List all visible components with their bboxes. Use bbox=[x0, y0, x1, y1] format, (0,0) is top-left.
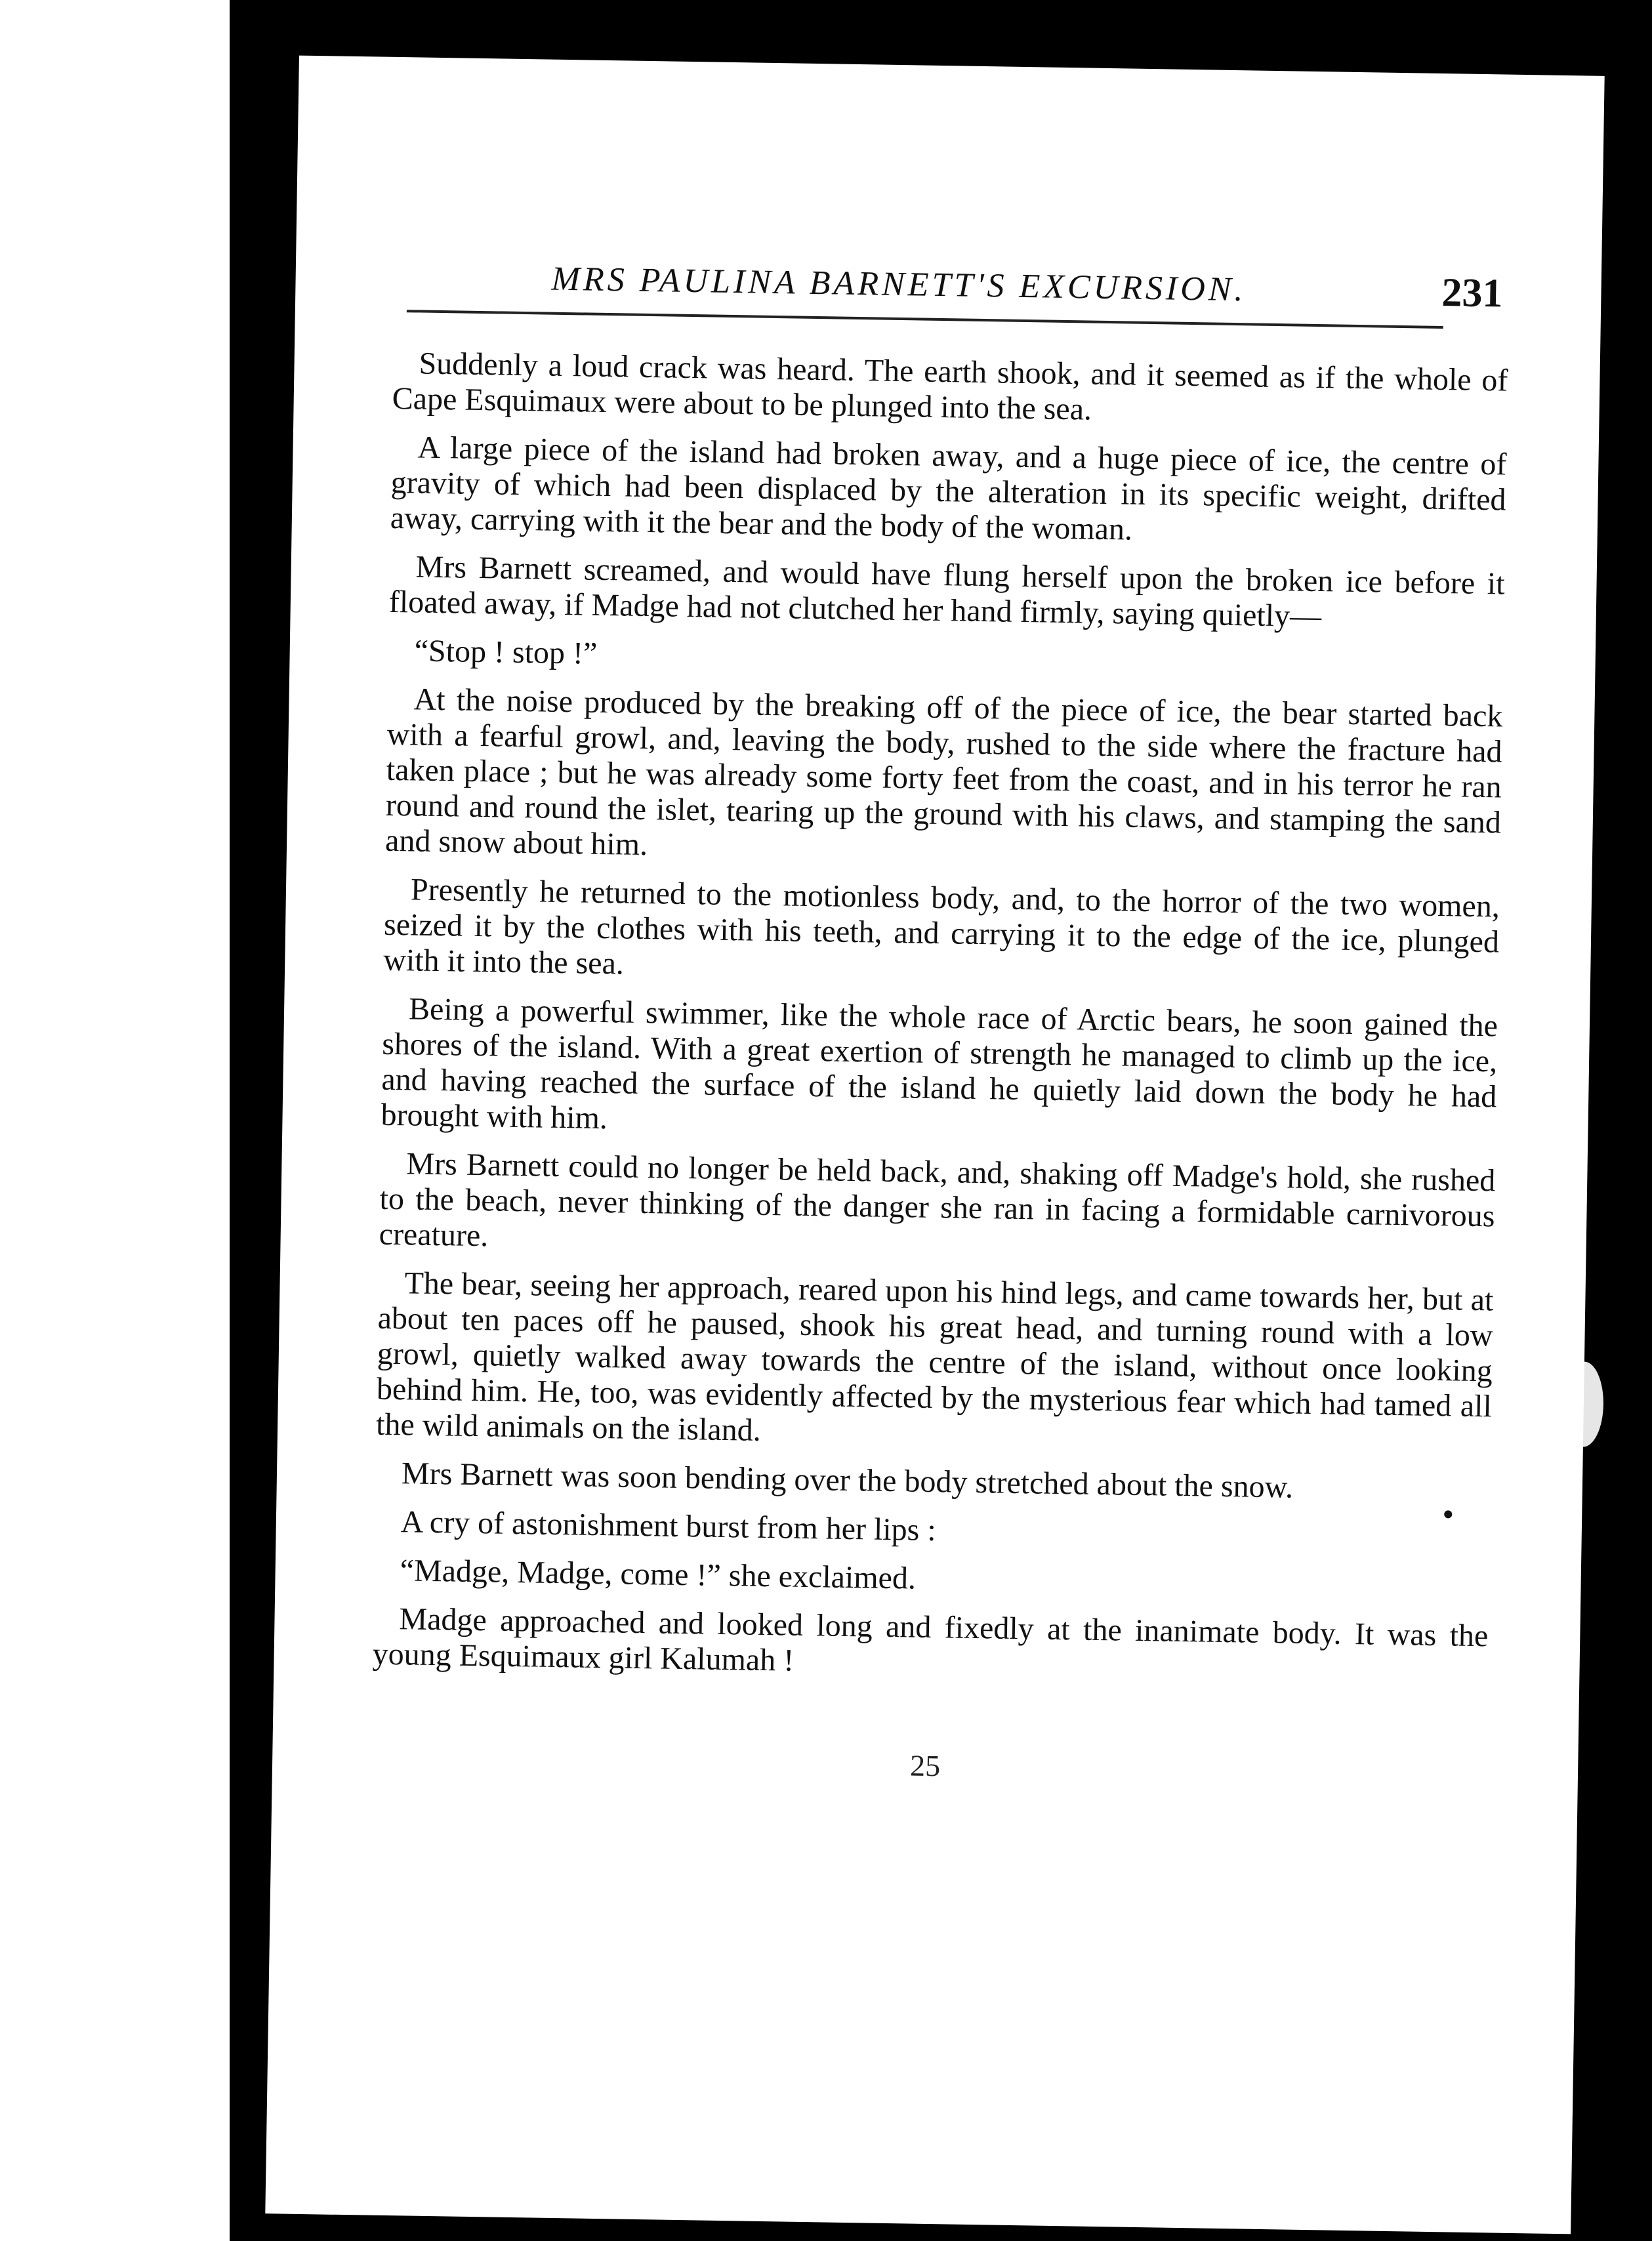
body-text bbox=[372, 346, 1508, 1702]
paragraph: Being a powerful swimmer, like the whole race of Arctic bears, he soon gained the shores of the island. With a great exertion of strength he managed to climb up the ice, and having reached the surface of the island he quietly laid down the body he had brought with him. bbox=[381, 991, 1498, 1136]
paragraph: Mrs Barnett was soon bending over the body stretched about the snow. bbox=[401, 1456, 1294, 1505]
running-head: MRS PAULINA BARNETT'S EXCURSION. bbox=[551, 260, 1247, 309]
paragraph: Mrs Barnett screamed, and would have flung herself upon the broken ice before it floated away, if Madge had not clutched her hand firmly, saying quietly— bbox=[388, 549, 1505, 634]
paragraph: “Madge, Madge, come !” she exclaimed. bbox=[400, 1553, 917, 1596]
paragraph: Suddenly a loud crack was heard. The earth shook, and it seemed as if the whole of Cape Esquimaux were about to be plunged into the sea. bbox=[392, 346, 1508, 427]
paragraph: At the noise produced by the breaking off of the piece of ice, the bear started back with a fearful growl, and, leaving the body, rushed to the side where the fracture had taken place ; but he was already some forty feet from the coast, and in his terror he ran round and round the islet, tearing up the ground with his claws, and stamping the sand and snow about him. bbox=[384, 682, 1503, 863]
ink-smudge bbox=[1444, 1510, 1452, 1518]
paragraph: “Stop ! stop !” bbox=[414, 633, 598, 671]
paragraph: A cry of astonishment burst from her lips : bbox=[400, 1504, 937, 1548]
page-header bbox=[406, 257, 1503, 346]
header-rule bbox=[407, 310, 1443, 329]
facing-page-edge bbox=[0, 0, 230, 2241]
book-page bbox=[265, 56, 1604, 2234]
signature-mark: 25 bbox=[909, 1748, 941, 1783]
page-number: 231 bbox=[1441, 270, 1504, 316]
paragraph: Presently he returned to the motionless body, and, to the horror of the two women, seized it by the clothes with his teeth, and carrying it to the edge of the ice, plunged with it into the sea. bbox=[382, 872, 1500, 981]
paragraph: Mrs Barnett could no longer be held back, and, shaking off Madge's hold, she rushed to the beach, never thinking of the danger she ran in facing a formidable carnivorous creature. bbox=[379, 1146, 1496, 1254]
paragraph: Madge approached and looked long and fixedly at the inanimate body. It was the young Esquimaux girl Kalumah ! bbox=[372, 1601, 1489, 1678]
ink-smudge bbox=[1563, 1361, 1604, 1447]
paragraph: The bear, seeing her approach, reared upon his hind legs, and came towards her, but at about ten paces off he paused, shook his great head, and turning round with a low growl, quietly walked away towards the centre of the island, without once looking behind him. He, too, was evidently affected by the mysterious fear which had tamed all the wild animals on the island. bbox=[375, 1265, 1494, 1448]
paragraph: A large piece of the island had broken away, and a huge piece of ice, the centre of gravity of which had been displaced by the alteration in its specific weight, drifted away, carrying with it the bear and the body of the woman. bbox=[390, 430, 1507, 547]
